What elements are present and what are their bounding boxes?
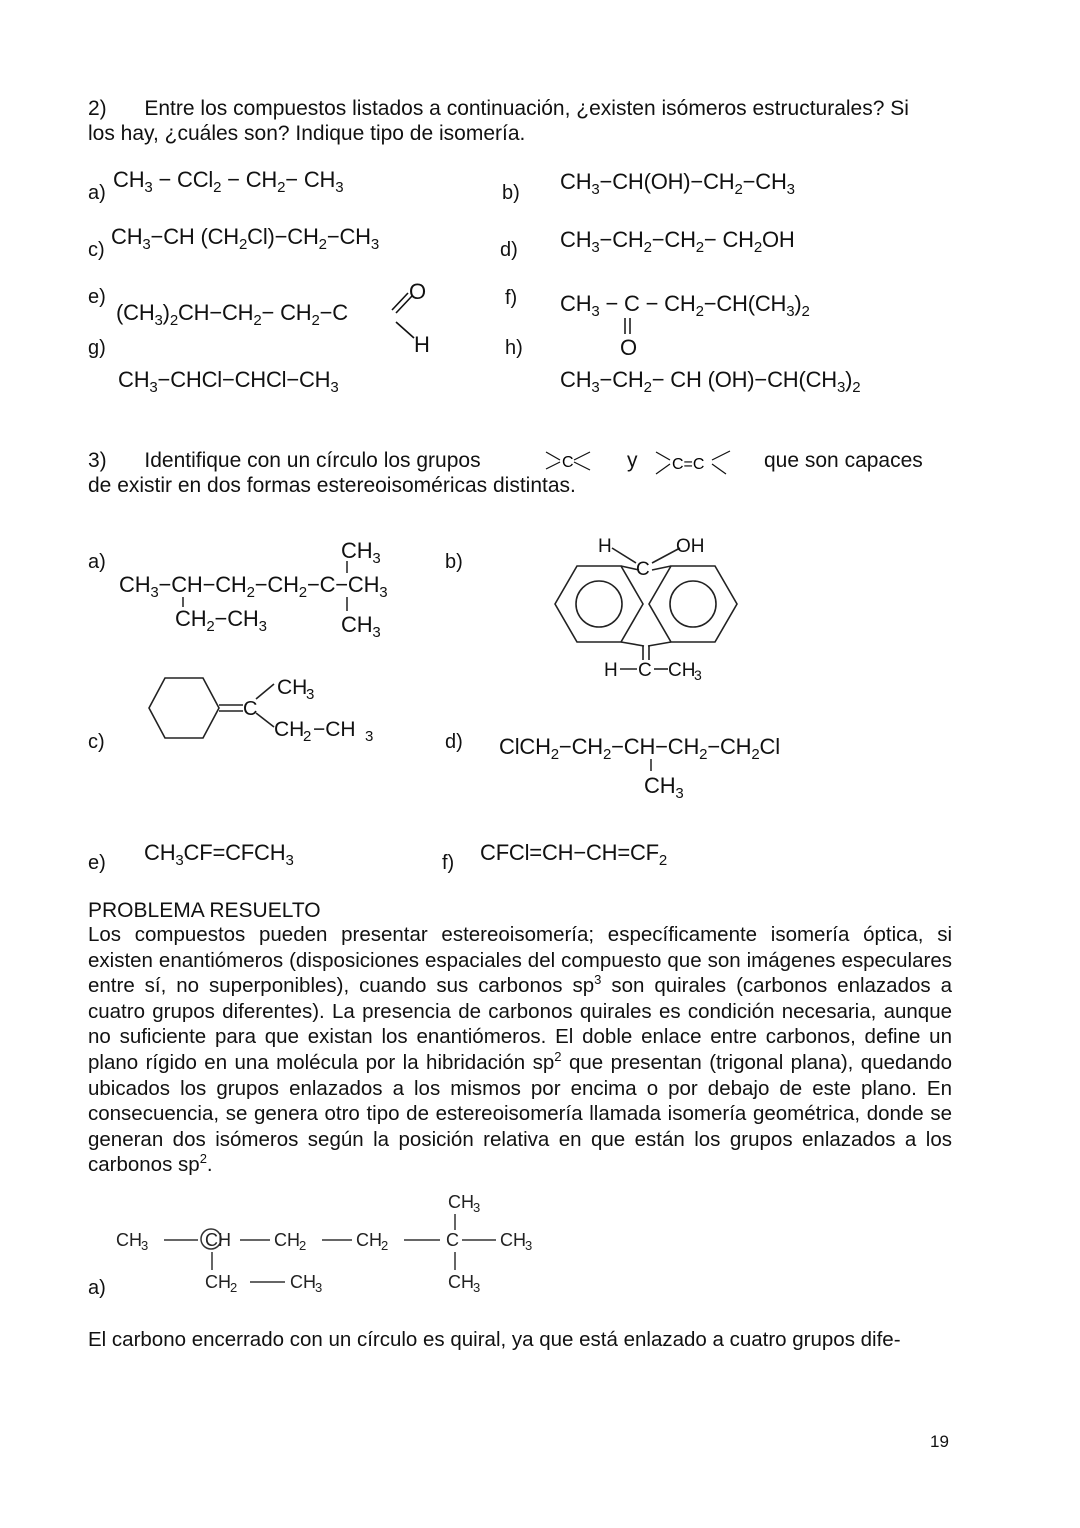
- svg-text:CH: CH: [448, 1272, 474, 1292]
- q3-a-ethyl: $CH_2-CH_3$: [175, 606, 267, 635]
- svg-text:3: 3: [306, 686, 315, 703]
- svg-text:3: 3: [473, 1200, 481, 1215]
- q2-label-d: d): [500, 239, 518, 261]
- q2-label-b: b): [502, 182, 520, 204]
- svg-text:2: 2: [303, 728, 312, 745]
- svg-text:H: H: [218, 1230, 231, 1250]
- q2-formula-c: $CH_3-CH$ $(CH_2Cl)-CH_2-CH_3$: [111, 224, 380, 253]
- problema-text-a: Los compuestos pueden presentar estereoisomería; específicamente isomería óptica, si existen enantiómeros (disposiciones espaciales del compuesto que son imágenes especulares entre sí, no superponibles), cuando sus carbonos sp: [88, 923, 952, 998]
- q2-formula-d: $CH_3-CH_2-CH_2- CH_2OH$: [560, 227, 795, 256]
- q3-text-part2: que son capaces: [764, 449, 923, 472]
- svg-text:C: C: [446, 1230, 459, 1250]
- svg-text:C=C: C=C: [672, 456, 705, 473]
- q3-d-ch3: $CH_3$: [644, 773, 684, 802]
- svg-text:3: 3: [365, 728, 374, 745]
- q3-label-c: c): [88, 731, 105, 753]
- q2-label-f: f): [505, 287, 518, 309]
- svg-text:H: H: [598, 536, 612, 557]
- q3-conjunction: y: [627, 449, 638, 472]
- q3-number: 3): [88, 449, 107, 472]
- svg-text:C: C: [205, 1230, 218, 1250]
- q3-label-d: d): [445, 731, 463, 753]
- svg-text:CH: CH: [448, 1192, 474, 1212]
- svg-text:OH: OH: [676, 536, 705, 557]
- svg-text:2: 2: [230, 1280, 238, 1295]
- problema-closing: El carbono encerrado con un círculo es quiral, ya que está enlazado a cuatro grupos dife-: [88, 1328, 901, 1351]
- q2-formula-h: $CH_3-CH_2-$ CH $(OH)-CH(CH_3)_2$: [560, 367, 861, 396]
- q2-formula-g: $CH_3-CHCl-CHCl-CH_3$: [118, 367, 339, 396]
- problema-sup-3: 2: [199, 1151, 207, 1167]
- q2-text-line1: Entre los compuestos listados a continuación, ¿existen isómeros estructurales? Si: [144, 97, 909, 120]
- q3-text-line2: de existir en dos formas estereoisoméricas distintas.: [88, 474, 576, 497]
- svg-text:C: C: [638, 660, 652, 681]
- svg-text:CH: CH: [274, 1230, 300, 1250]
- q3-formula-e: $CH_3CF=CFCH_3$: [144, 840, 294, 869]
- problema-text-b: son quirales (carbonos enlazados a cuatro grupos diferentes). La presencia de carbonos quirales es condición necesaria, aunque no suficiente para que existan los enantiómeros. El doble enlace entre carbonos, define un plano rígido en una molécula por la hibridación sp: [88, 974, 952, 1074]
- q2-formula-a: $CH_3 - CCl_2 - CH_2- CH_3$: [113, 167, 344, 196]
- svg-text:2: 2: [299, 1238, 307, 1253]
- problema-sup-1: 3: [594, 972, 602, 988]
- problema-sup-2: 2: [554, 1048, 562, 1064]
- svg-text:3: 3: [315, 1280, 323, 1295]
- svg-text:3: 3: [473, 1280, 481, 1295]
- q3-label-a: a): [88, 551, 106, 573]
- svg-text:CH: CH: [116, 1230, 142, 1250]
- svg-text:3: 3: [141, 1238, 149, 1253]
- svg-text:C: C: [562, 454, 574, 471]
- q2-number: 2): [88, 97, 107, 120]
- q2-formula-e: $(CH_3)_2CH-CH_2- CH_2-C$: [116, 300, 348, 329]
- q2-formula-b: $CH_3-CH(OH)-CH_2-CH_3$: [560, 169, 795, 198]
- problema-title: PROBLEMA RESUELTO: [88, 899, 321, 922]
- q2-formula-f: $CH_3 - C - CH_2-CH(CH_3)_2$: [560, 291, 810, 320]
- q2-label-a: a): [88, 182, 106, 204]
- svg-text:2: 2: [381, 1238, 389, 1253]
- q2-label-c: c): [88, 239, 105, 261]
- svg-text:H: H: [604, 660, 618, 681]
- svg-text:CH: CH: [500, 1230, 526, 1250]
- problema-example-label: a): [88, 1277, 106, 1299]
- q2-label-h: h): [505, 337, 523, 359]
- svg-text:CH: CH: [205, 1272, 231, 1292]
- svg-text:C: C: [243, 698, 258, 720]
- q3-label-b: b): [445, 551, 463, 573]
- problema-text-c: que presentan (trigonal plana), quedando ubicados los grupos enlazados a los mismos por encima o por debajo de este plano. En consecuencia, se genera otro tipo de estereoisomería llamada isomería geométrica, donde se generan dos isómeros según la posición relativa en que están los grupos enlazados a los carbonos sp: [88, 1050, 953, 1177]
- q3-text-part1: Identifique con un círculo los grupos: [144, 449, 481, 472]
- page-number: 19: [930, 1432, 949, 1451]
- q3-a-ch3-top: $CH_3$: [341, 538, 381, 567]
- q2-label-g: g): [88, 337, 106, 359]
- svg-text:CH: CH: [274, 718, 305, 741]
- q3-formula-f: $CFCl=CH-CH=CF_2$: [480, 840, 668, 869]
- q3-a-ch3-bottom: $CH_3$: [341, 612, 381, 641]
- svg-text:CH: CH: [356, 1230, 382, 1250]
- svg-text:−CH: −CH: [313, 718, 356, 741]
- q2-label-e: e): [88, 286, 106, 308]
- q3-a-main-chain: $CH_3-CH-CH_2-CH_2-C-CH_3$: [119, 572, 388, 601]
- svg-text:CH: CH: [277, 676, 308, 699]
- q2-e-oxygen: O: [409, 279, 426, 304]
- problema-text-end: .: [206, 1153, 213, 1177]
- svg-text:CH: CH: [290, 1272, 316, 1292]
- q3-d-main-chain: $ClCH_2-CH_2-CH-CH_2-CH_2Cl$: [499, 734, 780, 763]
- svg-text:3: 3: [525, 1238, 533, 1253]
- q3-label-f: f): [442, 852, 455, 874]
- svg-text:3: 3: [694, 667, 702, 683]
- q2-f-oxygen: O: [620, 335, 637, 360]
- q3-label-e: e): [88, 852, 106, 874]
- svg-text:CH: CH: [668, 660, 696, 681]
- q2-text-line2: los hay, ¿cuáles son? Indique tipo de isomería.: [88, 122, 526, 145]
- q2-e-hydrogen: H: [414, 332, 430, 357]
- svg-text:C: C: [636, 559, 650, 580]
